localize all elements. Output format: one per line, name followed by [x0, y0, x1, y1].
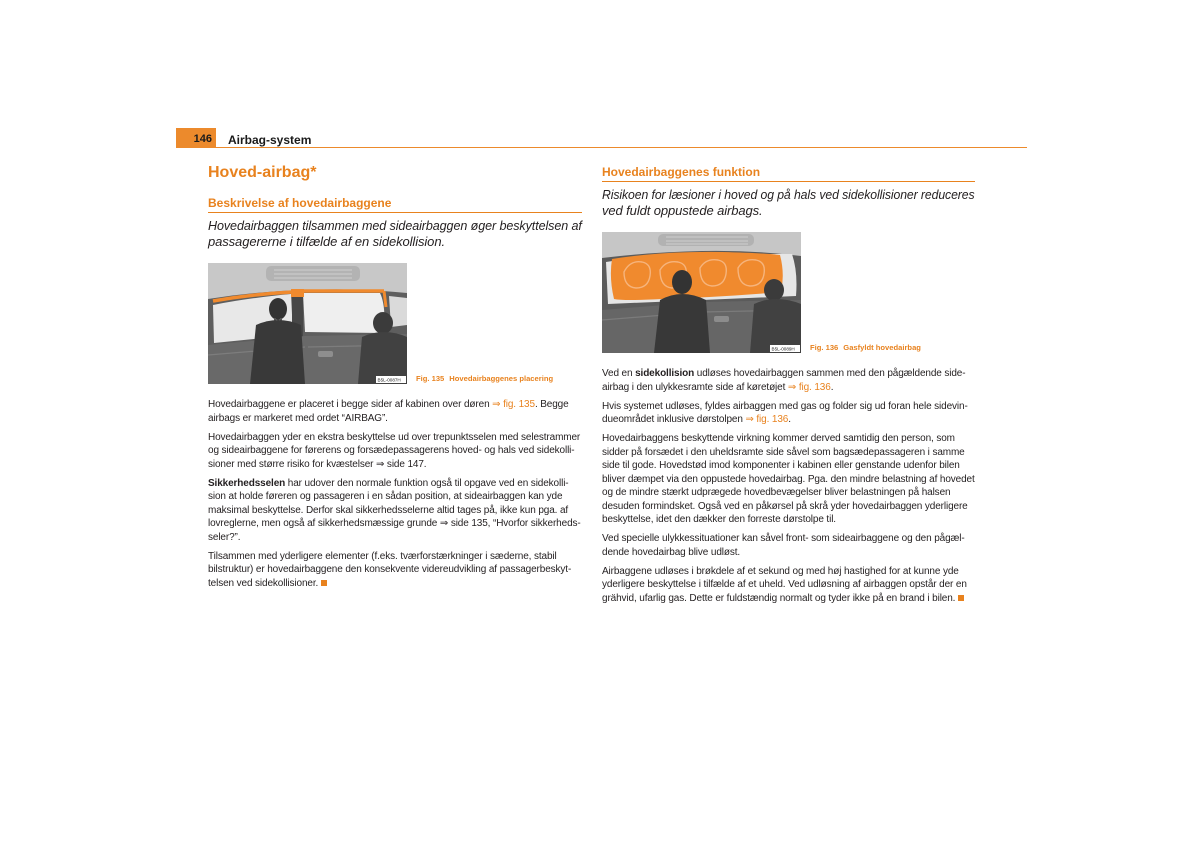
figure-136-image: [602, 232, 801, 353]
text-line: beskyttelse, idet den dækker den forreste dørstolpe til.: [602, 514, 836, 525]
page-number-tab: [176, 128, 216, 148]
text-line: [602, 413, 975, 427]
body-text: grähvid, ufarlig gas. Dette er fuldstændig normalt og tyder ikke på en brand i bilen.: [602, 592, 956, 604]
text-line: og de mindre stærkt udprægede hovedbevægelser bliver belastningen på halsen: [602, 487, 951, 498]
subsection-rule: [602, 181, 975, 182]
paragraph: [208, 431, 582, 472]
body-text: Hovedairbaggene er placeret i begge sider af kabinen over døren: [208, 399, 493, 410]
text-line: lovreglerne, men også af sikkerhedsmæssige grunde ⇒ side 135, “Hvorfor sikkerheds-: [208, 518, 581, 529]
body-text: udløses hovedairbaggen sammen med den pågældende side-: [694, 368, 966, 379]
body-text: airbag i den ulykkesramte side af køretøjet: [602, 381, 788, 393]
text-line: Hovedairbaggens beskyttende virkning kommer derved samtidig den person, som: [602, 433, 955, 444]
figure-number: Fig. 136: [810, 343, 839, 352]
body-text-right: [602, 367, 975, 611]
body-text: . Begge: [534, 399, 569, 410]
paragraph: [602, 432, 975, 527]
body-text: Ved en: [602, 368, 636, 379]
text-line: side til gode. Hovedstød imod komponenter i kabinen eller genstande udenfor bilen: [602, 460, 960, 471]
intro-summary: [602, 187, 975, 219]
text-line: bilstruktur) er hovedairbaggene den konsekvente videreudvikling af passagerbeskyt-: [208, 564, 572, 575]
text-line: Hovedairbaggen yder en ekstra beskyttelse ud over trepunktsselen med selestrammer: [208, 431, 581, 443]
text-line: [208, 398, 582, 412]
body-text: har udover den normale funktion også til opgave ved en sidekolli-: [285, 477, 569, 489]
text-line: Tilsammen med yderligere elementer (f.eks. tværforstærkninger i sæderne, stabil: [208, 550, 557, 562]
text-line: sidder på forsædet i den uheldsramte side såvel som bagsædepassageren i samme: [602, 446, 965, 458]
text-line: yderligere beskyttelse i tilfælde af et uheld. Ved udløsning af airbaggen opstår der en: [602, 579, 967, 590]
text-line: seler?”.: [208, 531, 241, 543]
figure-cross-reference: ⇒ fig. 136: [745, 414, 789, 425]
bold-term: Sikkerhedsselen: [208, 477, 286, 489]
end-of-section-marker-icon: [321, 580, 327, 586]
inflated-airbag-illustration: [602, 232, 801, 353]
figure-136-caption: [810, 343, 921, 352]
body-text: .: [788, 414, 791, 425]
figure-cross-reference: ⇒ fig. 136: [787, 381, 831, 393]
body-text: telsen ved sidekollisioner.: [208, 577, 319, 589]
paragraph: [602, 400, 975, 427]
text-line: sion at holde føreren og passageren i en sådan position, at sideairbaggen kan yde: [208, 491, 563, 502]
text-line: Airbaggene udløses i brøkdele af et sekund og med høj hastighed for at kunne yde: [602, 565, 959, 577]
intro-line: passagererne i tilfælde af en sidekollision.: [208, 234, 445, 249]
figure-135-caption: [416, 374, 553, 383]
text-line: [602, 592, 975, 606]
body-text-left: [208, 398, 582, 596]
intro-line: ved fuldt oppustede airbags.: [602, 203, 763, 218]
page-number: 146: [193, 133, 212, 145]
subsection-rule: [208, 212, 582, 213]
figure-caption-text: Hovedairbaggenes placering: [449, 374, 554, 383]
figure-number: Fig. 135: [416, 374, 445, 383]
text-line: maksimal beskyttelse. Derfor skal sikkerhedsselerne altid tages på, ikke kun pga. af: [208, 504, 569, 516]
text-line: Hvis systemet udløses, fyldes airbaggen med gas og folder sig ud foran hele sidevin-: [602, 400, 968, 412]
text-line: Ved specielle ulykkessituationer kan såvel front- som sideairbaggene og den pågæl-: [602, 533, 965, 544]
text-line: [602, 367, 975, 381]
figure-cross-reference: ⇒ fig. 135: [492, 399, 535, 410]
figure-caption-text: Gasfyldt hovedairbag: [843, 343, 921, 352]
intro-summary: [208, 218, 582, 250]
body-text: dueområdet inklusive dørstolpen: [602, 414, 746, 425]
header-rule: [176, 147, 1027, 148]
text-line: og sideairbaggene for førerens og forsædepassagerens hoved- og hals ved sidekolli-: [208, 445, 575, 456]
subsection-title: Beskrivelse af hovedairbaggene: [208, 196, 392, 210]
text-line: desuden formindsket. Også ved en påkørsel på skrå yder hovedairbaggen yderligere: [602, 500, 968, 512]
text-line: sioner med større risiko for kvæstelser ⇒ side 147.: [208, 458, 427, 470]
text-line: airbags er markeret med ordet “AIRBAG”.: [208, 412, 388, 424]
paragraph: [602, 367, 975, 394]
bold-term: sidekollision: [635, 368, 695, 379]
text-line: [208, 577, 582, 591]
paragraph: [208, 477, 582, 545]
body-text: .: [830, 381, 834, 393]
figure-code-label: B5L-0089H: [771, 346, 795, 352]
running-header-title: Airbag-system: [228, 133, 312, 147]
paragraph: [602, 565, 975, 606]
figure-135-image: [208, 263, 407, 384]
paragraph: [208, 550, 582, 591]
paragraph: [602, 532, 975, 559]
subsection-title: Hovedairbaggenes funktion: [602, 165, 761, 179]
text-line: [602, 381, 975, 395]
text-line: [208, 477, 582, 491]
text-line: dende hovedairbag blive udløst.: [602, 546, 741, 558]
intro-line: Risikoen for læsioner i hoved og på hals ved sidekollisioner reduceres: [602, 187, 975, 202]
section-title: Hoved-airbag*: [208, 164, 317, 181]
intro-line: Hovedairbaggen tilsammen med sideairbaggen øger beskyttelsen af: [208, 218, 582, 233]
text-line: bliver dæmpet via den oppustede hovedairbag. Pga. den mindre belastning af hovedet: [602, 473, 975, 485]
figure-code-label: B5L-0087H: [377, 377, 401, 383]
paragraph: [208, 398, 582, 425]
end-of-section-marker-icon: [958, 595, 964, 601]
car-interior-illustration: [208, 263, 407, 384]
